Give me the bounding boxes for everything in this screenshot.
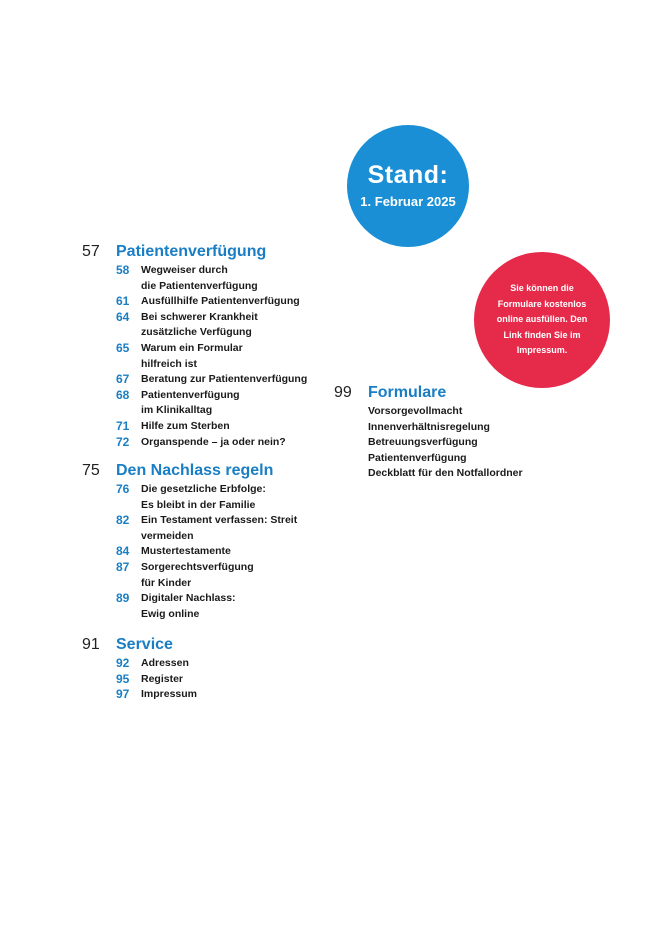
toc-entry-text <box>141 310 258 341</box>
toc-entry-text <box>141 687 197 703</box>
toc-entry-line: Sorgerechtsverfügung <box>141 560 254 573</box>
toc-entry-page: 76 <box>116 482 130 496</box>
toc-entry-list <box>116 482 297 622</box>
toc-entry-text <box>141 419 230 435</box>
section-title: Patientenverfügung <box>116 243 267 260</box>
form-item: Vorsorgevollmacht <box>368 405 463 417</box>
toc-entry-line: Ein Testament verfassen: Streit <box>141 514 298 527</box>
toc-entry-line: Mustertestamente <box>141 545 231 558</box>
toc-entry-line: Warum ein Formular <box>141 341 243 354</box>
toc-entry-text <box>141 672 183 688</box>
toc-entry <box>116 560 297 591</box>
toc-entry-line: Die gesetzliche Erbfolge: <box>141 483 266 495</box>
toc-entry <box>116 656 197 672</box>
toc-entry-text <box>141 341 243 372</box>
toc-entry-page: 61 <box>116 294 130 309</box>
toc-entry <box>116 294 307 310</box>
stand-badge <box>347 125 469 247</box>
section-heading <box>82 462 297 482</box>
stand-title: Stand: <box>367 161 449 189</box>
toc-entry <box>116 482 297 513</box>
stand-date: 1. Februar 2025 <box>360 194 456 209</box>
forms-info-text: Sie können die Formulare kostenlos online ausfüllen. Den Link finden Sie im Impressum. <box>496 283 588 356</box>
section-heading <box>82 243 307 263</box>
toc-entry-text <box>141 656 189 672</box>
toc-entry <box>116 687 197 703</box>
toc-entry-line: Patientenverfügung <box>141 388 240 401</box>
toc-entry-text <box>141 435 286 451</box>
toc-entry-text <box>141 513 297 544</box>
toc-entry <box>116 544 297 560</box>
toc-entry-page: 82 <box>116 513 130 528</box>
toc-entry-text <box>141 560 254 591</box>
toc-entry-line: Ausfüllhilfe Patientenverfügung <box>141 295 300 308</box>
toc-entry <box>116 672 197 688</box>
section-title: Service <box>116 636 173 653</box>
toc-entry-page: 84 <box>116 544 130 559</box>
toc-entry <box>116 341 307 372</box>
section-heading <box>82 636 197 656</box>
section-page-number: 99 <box>334 384 352 401</box>
toc-entry-page: 95 <box>116 671 130 686</box>
toc-entry-line: Impressum <box>141 688 198 701</box>
toc-entry-list <box>116 656 197 703</box>
toc-entry-text <box>141 591 236 622</box>
toc-entry <box>116 388 307 419</box>
section-page-number: 57 <box>82 243 100 260</box>
section-page-number: 91 <box>82 636 100 653</box>
toc-entry-line: Register <box>141 672 184 685</box>
toc-entry-line: im Klinikalltag <box>141 404 213 417</box>
section-title: Formulare <box>368 384 447 401</box>
section-patientenverfuegung <box>82 243 307 450</box>
toc-entry-page: 89 <box>116 591 130 606</box>
toc-entry-text <box>141 482 266 513</box>
toc-entry-page: 97 <box>116 687 130 702</box>
toc-entry <box>116 310 307 341</box>
toc-entry-page: 72 <box>116 434 130 449</box>
toc-entry-page: 68 <box>116 387 130 402</box>
toc-entry-list <box>116 263 307 450</box>
toc-entry-text <box>141 544 231 560</box>
toc-entry-page: 65 <box>116 340 130 355</box>
form-item: Patientenverfügung <box>368 451 467 464</box>
toc-entry-text <box>141 372 307 388</box>
toc-entry <box>116 513 297 544</box>
toc-entry-line: Digitaler Nachlass: <box>141 592 236 605</box>
toc-entry-line: hilfreich ist <box>141 357 198 370</box>
toc-entry-line: die Patientenverfügung <box>141 279 258 292</box>
toc-entry-line: Wegweiser durch <box>141 264 228 276</box>
toc-entry-line: vermeiden <box>141 529 194 542</box>
toc-entry-line: Bei schwerer Krankheit <box>141 310 258 323</box>
toc-entry-line: Ewig online <box>141 607 200 620</box>
toc-entry <box>116 591 297 622</box>
section-formulare <box>334 384 523 482</box>
toc-entry-line: Organspende – ja oder nein? <box>141 435 286 448</box>
toc-entry-line: Beratung zur Patientenverfügung <box>141 373 308 386</box>
form-item: Betreuungsverfügung <box>368 436 478 449</box>
toc-entry-page: 87 <box>116 559 130 574</box>
section-service <box>82 636 197 703</box>
toc-entry <box>116 372 307 388</box>
forms-info-badge <box>474 252 610 388</box>
section-nachlass <box>82 462 297 622</box>
toc-entry-line: Es bleibt in der Familie <box>141 498 256 511</box>
toc-entry-page: 64 <box>116 309 130 324</box>
toc-entry-line: Adressen <box>141 657 189 669</box>
section-heading <box>334 384 523 404</box>
toc-entry <box>116 435 307 451</box>
toc-entry <box>116 263 307 294</box>
toc-entry-text <box>141 388 240 419</box>
toc-entry-page: 71 <box>116 418 130 433</box>
toc-entry <box>116 419 307 435</box>
toc-entry-line: zusätzliche Verfügung <box>141 326 252 339</box>
form-item: Deckblatt für den Notfallordner <box>368 467 523 480</box>
toc-entry-page: 67 <box>116 372 130 387</box>
section-page-number: 75 <box>82 462 100 479</box>
toc-entry-page: 92 <box>116 656 130 670</box>
section-title: Den Nachlass regeln <box>116 462 274 479</box>
form-item: Innenverhältnisregelung <box>368 420 490 433</box>
toc-entry-text <box>141 294 300 310</box>
toc-entry-page: 58 <box>116 263 130 277</box>
toc-entry-line: für Kinder <box>141 576 192 589</box>
toc-entry-text <box>141 263 258 294</box>
toc-entry-line: Hilfe zum Sterben <box>141 419 230 432</box>
